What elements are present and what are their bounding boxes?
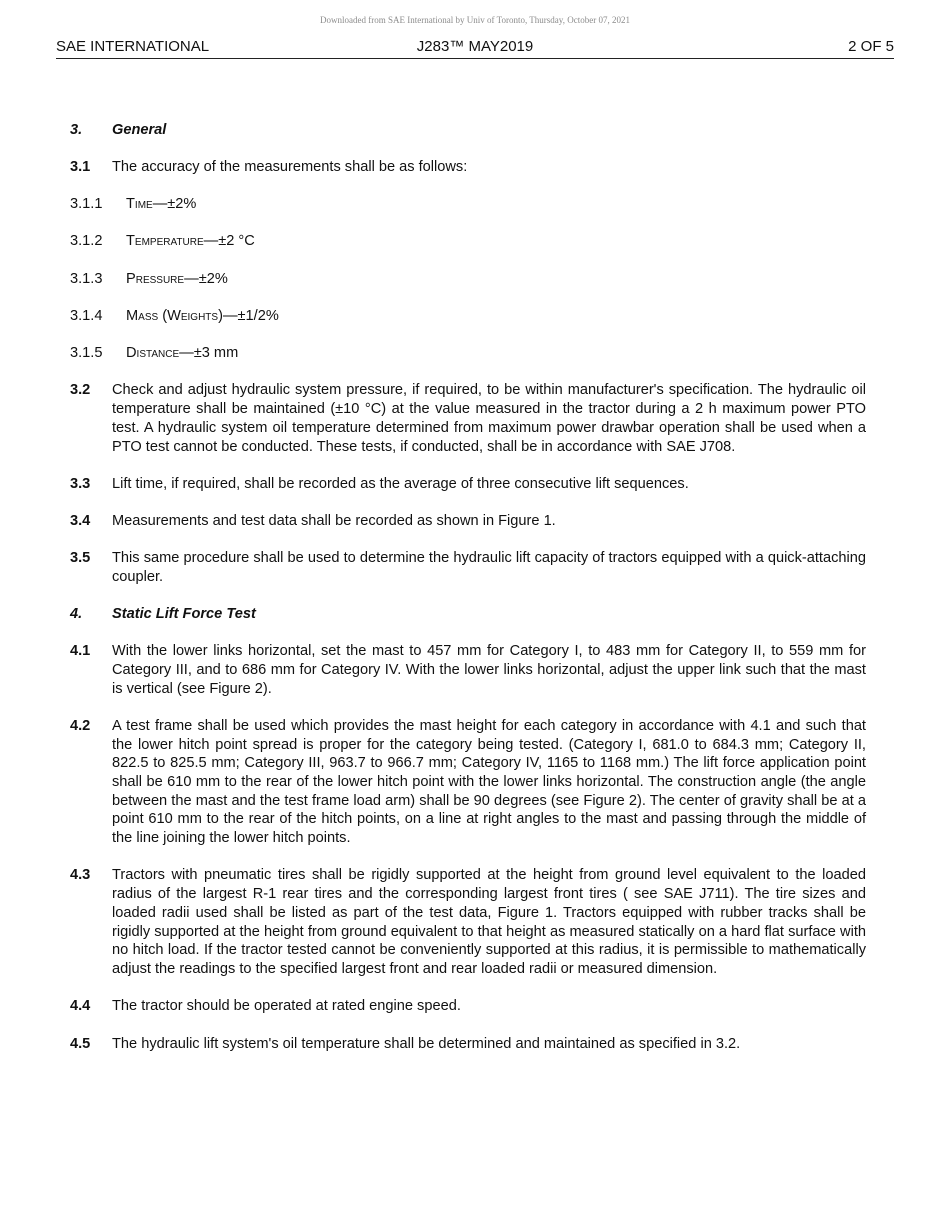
subitem-3-1-1 bbox=[70, 195, 866, 214]
subitem-label: Distance bbox=[126, 345, 180, 362]
paragraph-text: A test frame shall be used which provides the mast height for each category in accordance with 4.1 and such that the lower hitch point spread is proper for the category being tested. (Category I, 681.0 to 684.3 mm; Category II, 822.5 to 825.5 mm; Category III, 963.7 to 966.7 mm; Category IV, 1165 to 1168 mm.) The lift force application point shall be 610 mm to the rear of the lower hitch point with the lower links horizontal. The construction angle (the angle between the mast and the test frame load arm) shall be 90 degrees (see Figure 2). The center of gravity shall be at a point 610 mm to the rear of the hitch points, on a line at right angles to the mast and passing through the middle of the line joining the lower hitch points. bbox=[112, 717, 866, 847]
paragraph-number: 4.1 bbox=[70, 643, 91, 660]
paragraph-number: 3.1 bbox=[70, 158, 91, 175]
subitem-label: Time bbox=[126, 196, 153, 212]
subitem-value: —±2% bbox=[184, 270, 228, 287]
subitem-number: 3.1.2 bbox=[70, 233, 103, 250]
subitem-3-1-5 bbox=[70, 344, 866, 363]
subitem-number: 3.1.4 bbox=[70, 307, 103, 324]
paragraph-text: The tractor should be operated at rated engine speed. bbox=[112, 998, 461, 1015]
subitem-text bbox=[126, 195, 196, 214]
paragraph-3-4 bbox=[70, 512, 866, 531]
paragraph-number: 3.4 bbox=[70, 513, 91, 530]
paragraph-number: 4.5 bbox=[70, 1035, 91, 1052]
subitem-3-1-2 bbox=[70, 232, 866, 251]
paragraph-3-1 bbox=[70, 158, 866, 177]
paragraph-4-2 bbox=[70, 717, 866, 848]
section-title: Static Lift Force Test bbox=[112, 606, 256, 623]
section-number: 4. bbox=[70, 606, 83, 623]
subitem-label: Temperature bbox=[126, 233, 204, 250]
section-title: General bbox=[112, 122, 167, 138]
paragraph-4-3 bbox=[70, 866, 866, 978]
paragraph-number: 3.5 bbox=[70, 550, 91, 567]
subitem-label: Pressure bbox=[126, 270, 185, 287]
subitem-3-1-4 bbox=[70, 307, 866, 326]
paragraph-number: 3.3 bbox=[70, 475, 91, 492]
subitem-label: Mass (Weights) bbox=[126, 307, 223, 324]
paragraph-text: The hydraulic lift system's oil temperature shall be determined and maintained as specified in 3.2. bbox=[112, 1035, 741, 1052]
header-doc-id: J283™ MAY2019 bbox=[416, 38, 534, 55]
paragraph-number: 4.2 bbox=[70, 717, 91, 734]
subitem-text bbox=[126, 270, 228, 289]
section-4-heading bbox=[70, 605, 866, 624]
paragraph-text: The accuracy of the measurements shall be as follows: bbox=[112, 158, 468, 175]
section-3-heading bbox=[70, 121, 866, 140]
paragraph-text: Check and adjust hydraulic system pressure, if required, to be within manufacturer's specification. The hydraulic oil temperature shall be maintained (±10 °C) at the value measured in the tractor during a 2 h maximum power PTO test. A hydraulic system oil temperature determined from maximum power drawbar operation shall be used when a PTO test cannot be conducted. These tests, if conducted, shall be in accordance with SAE J708. bbox=[112, 382, 866, 455]
paragraph-3-5 bbox=[70, 549, 866, 586]
document-body bbox=[70, 121, 866, 1072]
download-watermark: Downloaded from SAE International by Univ of Toronto, Thursday, October 07, 2021 bbox=[320, 15, 630, 25]
paragraph-4-1 bbox=[70, 642, 866, 698]
paragraph-4-5 bbox=[70, 1035, 866, 1054]
header-org: SAE INTERNATIONAL bbox=[56, 38, 210, 55]
subitem-text bbox=[126, 232, 255, 251]
subitem-value: —±1/2% bbox=[222, 307, 279, 324]
subitem-3-1-3 bbox=[70, 270, 866, 289]
paragraph-number: 3.2 bbox=[70, 382, 91, 399]
section-number: 3. bbox=[70, 122, 83, 138]
paragraph-number: 4.4 bbox=[70, 998, 91, 1015]
paragraph-text: With the lower links horizontal, set the mast to 457 mm for Category I, to 483 mm for Category II, to 559 mm for Category III, and to 686 mm for Category IV. With the lower links horizontal, adjust the upper link such that the mast is vertical (see Figure 2). bbox=[112, 643, 866, 697]
paragraph-3-2 bbox=[70, 381, 866, 456]
paragraph-number: 4.3 bbox=[70, 867, 91, 884]
subitem-text bbox=[126, 307, 279, 326]
paragraph-text: This same procedure shall be used to determine the hydraulic lift capacity of tractors equipped with a quick-attaching coupler. bbox=[112, 550, 866, 586]
paragraph-3-3 bbox=[70, 475, 866, 494]
paragraph-text: Measurements and test data shall be recorded as shown in Figure 1. bbox=[112, 513, 556, 530]
subitem-value: —±2% bbox=[152, 196, 197, 212]
subitem-number: 3.1.1 bbox=[70, 196, 103, 212]
page-header bbox=[56, 38, 894, 59]
subitem-value: —±3 mm bbox=[179, 345, 239, 362]
subitem-number: 3.1.5 bbox=[70, 345, 103, 362]
paragraph-text: Tractors with pneumatic tires shall be rigidly supported at the height from ground level equivalent to the loaded radius of the largest R-1 rear tires and the corresponding largest front tires ( see SAE J711). The tire sizes and loaded radii used shall be listed as part of the test data, Figure 1. Tractors equipped with rubber tracks shall be rigidly supported at the height from ground equivalent to that height as measured statically on a hard flat surface with no hitch load. If the tractor tested cannot be conveniently supported at this radius, it is permissible to mathematically adjust the readings to the specified largest front and rear loaded radii or measured dimension. bbox=[112, 867, 866, 977]
header-page-number: 2 OF 5 bbox=[848, 38, 894, 55]
subitem-number: 3.1.3 bbox=[70, 270, 103, 287]
subitem-value: —±2 °C bbox=[203, 233, 255, 250]
paragraph-text: Lift time, if required, shall be recorded as the average of three consecutive lift sequences. bbox=[112, 475, 689, 492]
paragraph-4-4 bbox=[70, 997, 866, 1016]
subitem-text bbox=[126, 344, 238, 363]
